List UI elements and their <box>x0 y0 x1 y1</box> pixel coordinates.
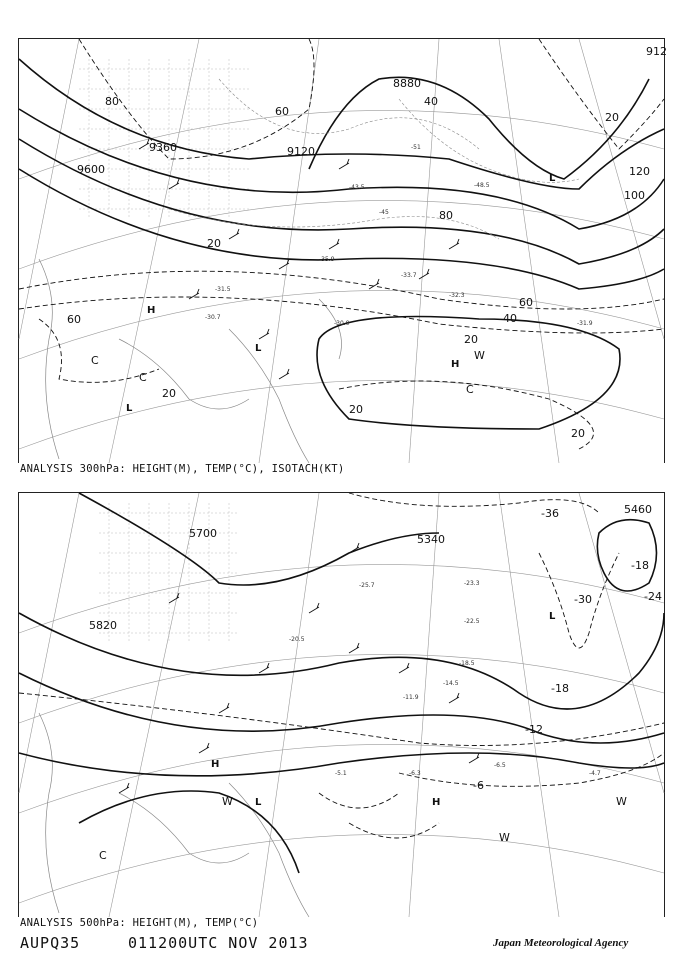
temp-contour-label: -30 <box>574 593 592 606</box>
agency-name: Japan Meteorological Agency <box>493 937 629 949</box>
isotach-label-20c: 20 <box>464 333 478 346</box>
temp-label: -43.5 <box>349 184 365 191</box>
height-label-5340: 5340 <box>417 533 445 546</box>
temp-contour-label: -6 <box>473 779 484 792</box>
high-center: H <box>211 759 220 770</box>
isotach-label-60: 60 <box>275 105 289 118</box>
temp-contour-label: -24 <box>644 590 662 603</box>
valid-time: 011200UTC NOV 2013 <box>128 934 309 952</box>
height-label-5700: 5700 <box>189 527 217 540</box>
temp-label: -30.7 <box>205 314 221 321</box>
height-contours <box>19 59 664 429</box>
chart-code: AUPQ35 <box>20 934 81 952</box>
temp-label: -20.5 <box>289 636 305 643</box>
cold-center: C <box>466 383 474 396</box>
temp-label: -32.3 <box>449 292 465 299</box>
temp-contour-label: -36 <box>541 507 559 520</box>
coastline <box>39 713 309 917</box>
cold-center-2: C <box>91 354 99 367</box>
temp-label: -48.5 <box>474 182 490 189</box>
hatched-region <box>99 503 239 643</box>
temp-label: -31.9 <box>577 320 593 327</box>
temp-label: -33.7 <box>401 272 417 279</box>
isotach-label-80: 80 <box>105 95 119 108</box>
isotach-label-20f: 20 <box>162 387 176 400</box>
low-center: L <box>126 403 133 414</box>
high-center-2: H <box>432 797 441 808</box>
temp-label: -25.7 <box>359 582 375 589</box>
low-center-3: L <box>549 173 556 184</box>
temp-contour-label: -18 <box>631 559 649 572</box>
temp-label: -6.3 <box>409 770 421 777</box>
high-center-2: H <box>451 359 460 370</box>
temp-contours <box>19 493 664 838</box>
temp-label: -6.5 <box>494 762 506 769</box>
map-500hpa <box>18 492 665 917</box>
height-label-9360: 9360 <box>149 141 177 154</box>
wind-barbs <box>119 543 479 793</box>
temp-contour-label: -12 <box>525 723 543 736</box>
warm-center: W <box>474 349 485 362</box>
isotach-label-40: 40 <box>424 95 438 108</box>
isotach-label-40b: 40 <box>503 312 517 325</box>
temp-label: -5.1 <box>335 770 347 777</box>
height-label-9600: 9600 <box>77 163 105 176</box>
temp-label: -4.7 <box>589 770 601 777</box>
isotach-label-60c: 80 <box>439 209 453 222</box>
cold-center-3: C <box>139 371 147 384</box>
temp-label: -30.9 <box>334 320 350 327</box>
isotach-label-60b: 60 <box>519 296 533 309</box>
warm-center-2: W <box>616 795 627 808</box>
warm-center: W <box>222 795 233 808</box>
cold-center: C <box>99 849 107 862</box>
temp-label: -51 <box>411 144 421 151</box>
temp-label: -45 <box>379 209 389 216</box>
height-label-912: 912 <box>646 45 667 58</box>
warm-center-3: W <box>499 831 510 844</box>
isotach-label-20b: 60 <box>67 313 81 326</box>
isotach-label-20: 20 <box>605 111 619 124</box>
temp-contour-label: -18 <box>551 682 569 695</box>
coastline <box>39 259 342 463</box>
map-300hpa <box>18 38 665 463</box>
temp-label: -35.9 <box>319 256 335 263</box>
caption-300hpa: ANALYSIS 300hPa: HEIGHT(M), TEMP(°C), ISOTACH(KT) <box>20 463 345 475</box>
low-center-2: L <box>549 611 556 622</box>
isotach-label-100: 100 <box>624 189 645 202</box>
low-center-2: L <box>255 343 262 354</box>
isotach-label-20e: 20 <box>571 427 585 440</box>
hatched-region <box>79 59 249 219</box>
temp-label: -11.9 <box>403 694 419 701</box>
isotach-label-80b: 20 <box>207 237 221 250</box>
low-center: L <box>255 797 262 808</box>
temp-label: -14.5 <box>443 680 459 687</box>
temp-label: -18.5 <box>459 660 475 667</box>
height-label-9120: 9120 <box>287 145 315 158</box>
temp-contours <box>169 79 579 239</box>
caption-500hpa: ANALYSIS 500hPa: HEIGHT(M), TEMP(°C) <box>20 917 259 929</box>
temp-label: -23.3 <box>464 580 480 587</box>
isotach-label-120: 120 <box>629 165 650 178</box>
isotach-label-20d: 20 <box>349 403 363 416</box>
temp-label: -31.5 <box>215 286 231 293</box>
map-300hpa-chart <box>19 39 667 463</box>
temp-label: -22.5 <box>464 618 480 625</box>
high-center: H <box>147 305 156 316</box>
map-500hpa-chart <box>19 493 664 917</box>
height-label-8880: 8880 <box>393 77 421 90</box>
height-label-5460: 5460 <box>624 503 652 516</box>
height-label-5820: 5820 <box>89 619 117 632</box>
